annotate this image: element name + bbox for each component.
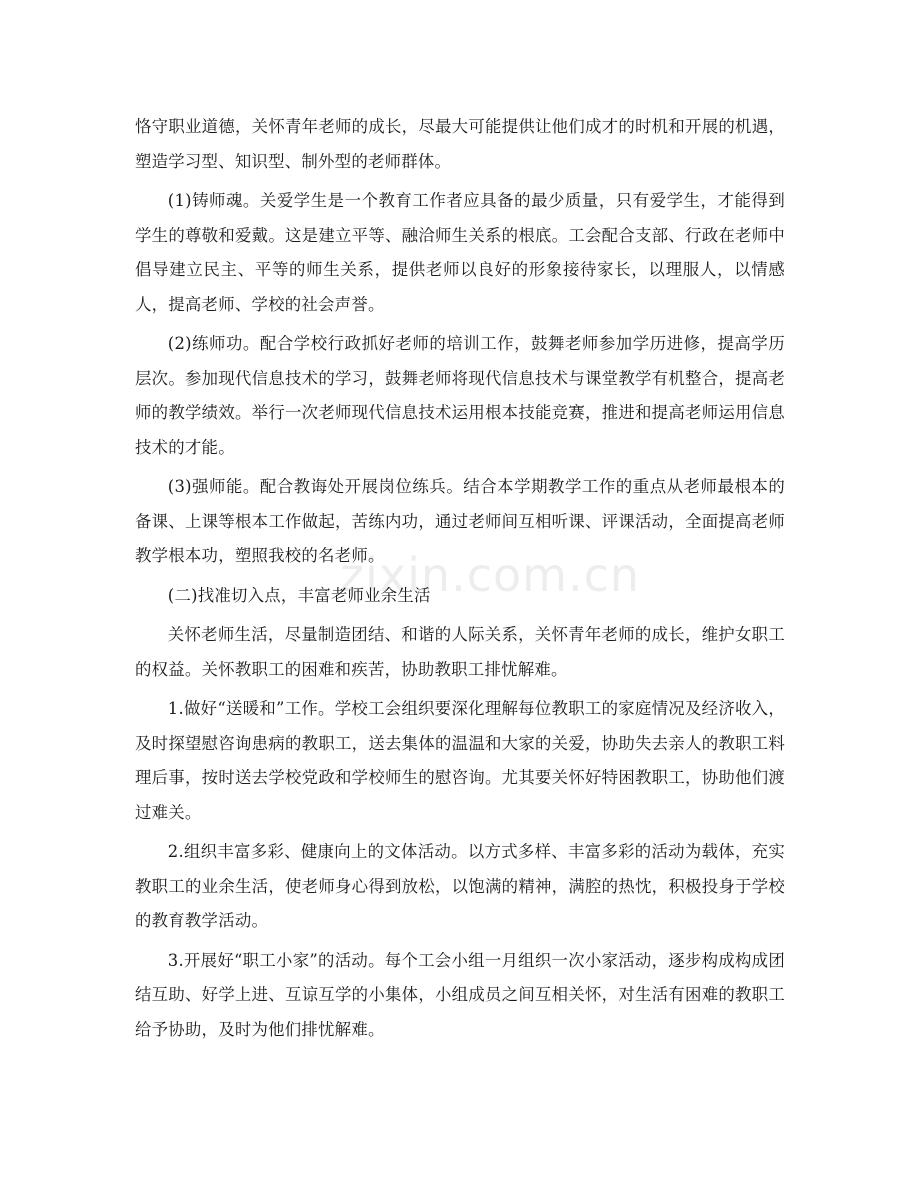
paragraph-8: 3.开展好“职工小家”的活动。每个工会小组一月组织一次小家活动，逐步构成构成团结互助、好学上进、互谅互学的小集体，小组成员之间互相关怀，对生活有困难的教职工给予协助，及时为他们排忧解难。 [135,950,785,1039]
paragraph-2: (1)铸师魂。关爱学生是一个教育工作者应具备的最少质量，只有爱学生，才能得到学生的尊敬和爱戴。这是建立平等、融洽师生关系的根底。工会配合支部、行政在老师中倡导建立民主、平等的师生关系，提供老师以良好的形象接待家长，以理服人，以情感人，提高老师、学校的社会声誉。 [135,191,785,314]
paragraph-5: 关怀老师生活，尽量制造团结、和谐的人际关系，关怀青年老师的成长，维护女职工的权益。关怀教职工的困难和疾苦，协助教职工排忧解难。 [135,625,785,679]
paragraph-7: 2.组织丰富多彩、健康向上的文体活动。以方式多样、丰富多彩的活动为载体，充实教职工的业余生活，使老师身心得到放松，以饱满的精神，满腔的热忱，积极投身于学校的教育教学活动。 [135,842,785,930]
paragraph-4: (3)强师能。配合教诲处开展岗位练兵。结合本学期教学工作的重点从老师最根本的备课、上课等根本工作做起，苦练内功，通过老师间互相听课、评课活动，全面提高老师教学根本功，塑照我校的名老师。 [135,477,785,565]
paragraph-1: 恪守职业道德，关怀青年老师的成长，尽最大可能提供让他们成才的时机和开展的机遇，塑造学习型、知识型、制外型的老师群体。 [135,117,785,171]
document-body [135,110,785,1052]
watermark: zixin.com.cn [340,548,641,602]
paragraph-3: (2)练师功。配合学校行政抓好老师的培训工作，鼓舞老师参加学历进修，提高学历层次。参加现代信息技术的学习，鼓舞老师将现代信息技术与课堂教学有机整合，提高老师的教学绩效。举行一次老师现代信息技术运用根本技能竞赛，推进和提高老师运用信息技术的才能。 [135,334,785,457]
section-heading: (二)找准切入点，丰富老师业余生活 [167,585,431,605]
paragraph-6: 1.做好“送暖和”工作。学校工会组织要深化理解每位教职工的家庭情况及经济收入，及时探望慰咨询患病的教职工，送去集体的温温和大家的关爱，协助失去亲人的教职工料理后事，按时送去学校党政和学校师生的慰咨询。尤其要关怀好特困教职工，协助他们渡过难关。 [135,699,785,822]
